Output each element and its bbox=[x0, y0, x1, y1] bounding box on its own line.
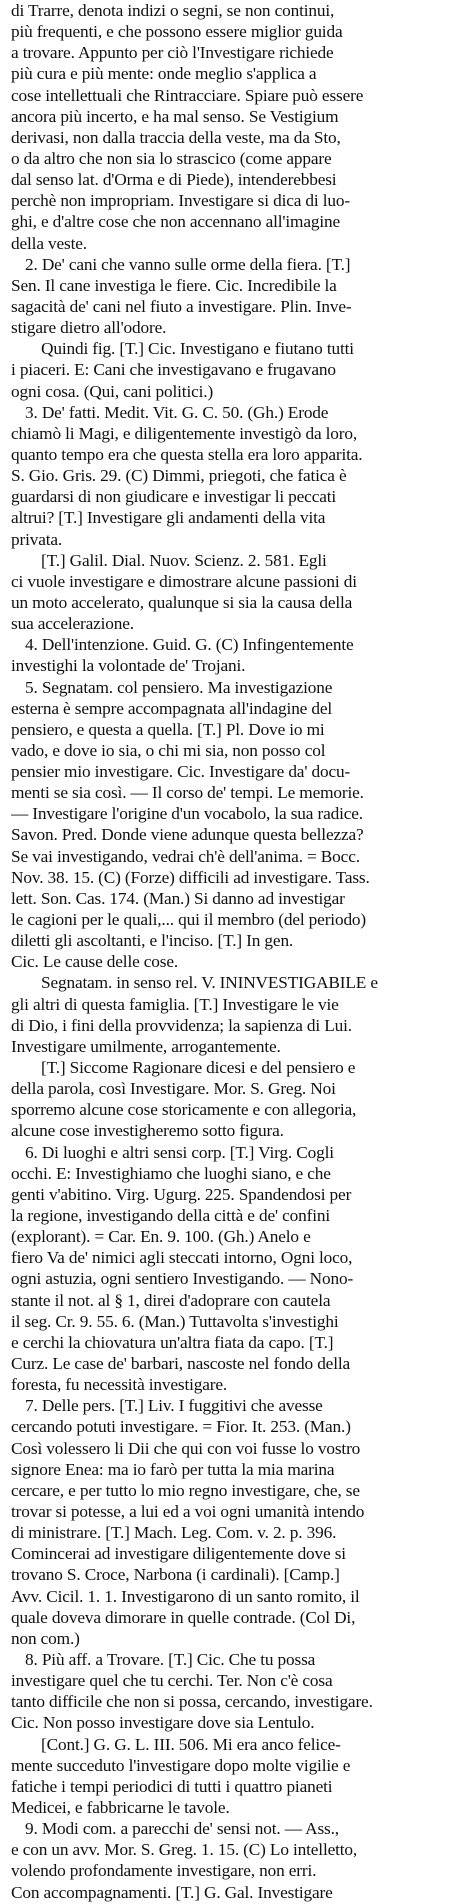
text-line: ci vuole investigare e dimostrare alcune passioni di bbox=[11, 571, 357, 591]
text-line: Cic. Le cause delle cose. bbox=[11, 952, 179, 972]
text-line: tanto difficile che non si possa, cercando, investigare. bbox=[11, 1692, 373, 1712]
text-line: 7. Delle pers. [T.] Liv. I fuggitivi che avesse bbox=[25, 1396, 323, 1416]
text-line: ogni astuzia, ogni sentiero Investigando. — Nono- bbox=[11, 1269, 354, 1289]
text-line: Segnatam. in senso rel. V. ININVESTIGABILE e bbox=[41, 973, 378, 993]
text-line: Comincerai ad investigare diligentemente dove si bbox=[11, 1544, 346, 1564]
text-line: cose intellettuali che Rintracciare. Spiare può essere bbox=[11, 85, 364, 105]
text-line: più frequenti, e che possono essere miglior guida bbox=[11, 22, 343, 42]
text-line: sagacità de' cani nel fiuto a investigare. Plin. Inve- bbox=[11, 296, 352, 316]
text-line: esterna è sempre accompagnata all'indagine del bbox=[11, 698, 333, 718]
text-line: fatiche i tempi periodici di tutti i quattro pianeti bbox=[11, 1776, 333, 1796]
text-line: trovano S. Croce, Narbona (i cardinali). [Camp.] bbox=[11, 1565, 340, 1585]
text-line: genti v'abitino. Virg. Ugurg. 225. Spandendosi per bbox=[11, 1184, 352, 1204]
text-line: più cura e più mente: onde meglio s'applica a bbox=[11, 64, 317, 84]
text-line: Cic. Non posso investigare dove sia Lentulo. bbox=[11, 1713, 315, 1733]
text-line: della parola, così Investigare. Mor. S. Greg. Noi bbox=[11, 1079, 336, 1099]
text-line: guardarsi di non giudicare e investigar li peccati bbox=[11, 487, 337, 507]
text-line: e cerchi la chiovatura un'altra fiata da capo. [T.] bbox=[11, 1332, 334, 1352]
text-line: di ministrare. [T.] Mach. Leg. Com. v. 2. p. 396. bbox=[11, 1523, 337, 1543]
text-line: o da altro che non sia lo strascico (come appare bbox=[11, 148, 332, 168]
text-line: 9. Modi com. a parecchi de' sensi not. — Ass., bbox=[25, 1819, 339, 1839]
text-line: — Investigare l'origine d'un vocabolo, la sua radice. bbox=[11, 804, 363, 824]
text-line: di Dio, i fini della provvidenza; la sapienza di Lui. bbox=[11, 1015, 352, 1035]
text-line: alcune cose investigheremo sotto figura. bbox=[11, 1121, 284, 1141]
text-line: 5. Segnatam. col pensiero. Ma investigazione bbox=[25, 677, 333, 697]
text-line: diletti gli ascoltanti, e l'inciso. [T.] In gen. bbox=[11, 931, 294, 951]
text-line: [T.] Galil. Dial. Nuov. Scienz. 2. 581. Egli bbox=[41, 550, 327, 570]
text-line: ghi, e d'altre cose che non accennano all'imagine bbox=[11, 212, 340, 232]
text-line: non com.) bbox=[11, 1628, 80, 1648]
text-line: ogni cosa. (Qui, cani politici.) bbox=[11, 381, 214, 401]
text-line: dal senso lat. d'Orma e di Piede), intenderebbesi bbox=[11, 170, 337, 190]
text-line: quale doveva dimorare in quelle contrade. (Col Di, bbox=[11, 1607, 356, 1627]
text-line: investighi la volontade de' Trojani. bbox=[11, 656, 246, 676]
text-line: Sen. Il cane investiga le fiere. Cic. Incredibile la bbox=[11, 275, 337, 295]
text-line: occhi. E: Investighiamo che luoghi siano, e che bbox=[11, 1163, 331, 1183]
text-line: altrui? [T.] Investigare gli andamenti della vita bbox=[11, 508, 326, 528]
text-line: (explorant). = Car. En. 9. 100. (Gh.) Anelo e bbox=[11, 1227, 311, 1247]
dictionary-column bbox=[11, 0, 461, 1903]
text-line: 3. De' fatti. Medit. Vit. G. C. 50. (Gh.) Erode bbox=[25, 402, 329, 422]
text-line: Curz. Le case de' barbari, nascoste nel fondo della bbox=[11, 1354, 351, 1373]
text-line: Savon. Pred. Donde viene adunque questa bellezza? bbox=[11, 825, 364, 845]
text-line: stante il not. al § 1, direi d'adoprare con cautela bbox=[11, 1290, 331, 1310]
text-line: 8. Più aff. a Trovare. [T.] Cic. Che tu possa bbox=[25, 1649, 316, 1669]
text-line: le cagioni per le quali,... qui il membro (del periodo) bbox=[11, 910, 367, 930]
text-line: Investigare umilmente, arrogantemente. bbox=[11, 1036, 281, 1056]
text-line: perchè non impropriam. Investigare si dica di luo- bbox=[11, 191, 350, 211]
text-line: della veste. bbox=[11, 233, 87, 253]
text-line: lett. Son. Cas. 174. (Man.) Si danno ad investigar bbox=[11, 888, 345, 908]
text-line: a trovare. Appunto per ciò l'Investigare richiede bbox=[11, 43, 334, 63]
text-line: e con un avv. Mor. S. Greg. 1. 15. (C) Lo intelletto, bbox=[11, 1840, 358, 1860]
text-line: vado, e dove io sia, o chi mi sia, non posso col bbox=[11, 740, 326, 760]
text-line: sua accelerazione. bbox=[11, 614, 134, 634]
text-line: S. Gio. Gris. 29. (C) Dimmi, priegoti, che fatica è bbox=[11, 466, 347, 486]
text-line: Quindi fig. [T.] Cic. Investigano e fiutano tutti bbox=[41, 339, 354, 359]
text-line: la regione, investigando della città e de' confini bbox=[11, 1206, 331, 1226]
text-line: Con accompagnamenti. [T.] G. Gal. Investigare bbox=[11, 1882, 333, 1902]
text-line: quanto tempo era che questa stella era loro apparita. bbox=[11, 444, 363, 464]
text-line: Medicei, e fabbricarne le tavole. bbox=[11, 1797, 230, 1817]
text-line: 4. Dell'intenzione. Guid. G. (C) Infingentemente bbox=[25, 635, 354, 655]
text-line: sporremo alcune cose storicamente e con allegoria, bbox=[11, 1100, 357, 1120]
text-line: privata. bbox=[11, 529, 63, 549]
text-line: 2. De' cani che vanno sulle orme della fiera. [T.] bbox=[25, 254, 351, 274]
text-line: menti se sia così. — Il corso de' tempi. Le memorie. bbox=[11, 783, 364, 803]
text-line: fiero Va de' nimici agli steccati intorno, Ogni loco, bbox=[11, 1248, 353, 1268]
text-line: i piaceri. E: Cani che investigavano e frugavano bbox=[11, 360, 336, 380]
text-line: mente succeduto l'investigare dopo molte vigilie e bbox=[11, 1755, 351, 1775]
text-line: cercare, e per tutto lo mio regno investigare, che, se bbox=[11, 1480, 360, 1500]
text-line: di Trarre, denota indizi o segni, se non continui, bbox=[11, 1, 335, 20]
text-line: trovar si potesse, a lui ed a voi ogni umanità intendo bbox=[11, 1501, 365, 1521]
text-line: un moto accelerato, qualunque si sia la causa della bbox=[11, 592, 353, 612]
text-line: gli altri di questa famiglia. [T.] Investigare le vie bbox=[11, 994, 339, 1014]
text-line: Avv. Cicil. 1. 1. Investigarono di un santo romito, il bbox=[11, 1586, 360, 1606]
text-line: volendo profondamente investigare, non erri. bbox=[11, 1861, 317, 1881]
text-line: [T.] Siccome Ragionare dicesi e del pensiero e bbox=[41, 1058, 356, 1078]
text-line: derivasi, non dalla traccia della veste, ma da Sto, bbox=[11, 127, 341, 147]
text-line: Così volessero li Dii che qui con voi fusse lo vostro bbox=[11, 1438, 361, 1458]
text-line: 6. Di luoghi e altri sensi corp. [T.] Virg. Cogli bbox=[25, 1142, 334, 1162]
text-line: foresta, fu necessità investigare. bbox=[11, 1375, 228, 1395]
text-line: stigare dietro all'odore. bbox=[11, 318, 167, 338]
text-line: Nov. 38. 15. (C) (Forze) difficili ad investigare. Tass. bbox=[11, 867, 370, 887]
text-line: cercando potuti investigare. = Fior. It. 253. (Man.) bbox=[11, 1417, 351, 1437]
text-line: ancora più incerto, e ha mal senso. Se Vestigium bbox=[11, 106, 339, 126]
text-line: pensiero, e questa a quella. [T.] Pl. Dove io mi bbox=[11, 719, 325, 739]
text-line: pensier mio investigare. Cic. Investigare da' docu- bbox=[11, 762, 351, 782]
text-line: Se vai investigando, vedrai ch'è dell'anima. = Bocc. bbox=[11, 846, 360, 866]
text-line: signore Enea: ma io farò per tutta la mia marina bbox=[11, 1459, 335, 1479]
text-line: investigare quel che tu cerchi. Ter. Non c'è cosa bbox=[11, 1671, 333, 1691]
text-line: il seg. Cr. 9. 55. 6. (Man.) Tuttavolta s'investighi bbox=[11, 1311, 339, 1331]
text-line: [Cont.] G. G. L. III. 506. Mi era anco felice- bbox=[41, 1734, 341, 1754]
text-line: chiamò li Magi, e diligentemente investigò da loro, bbox=[11, 423, 358, 443]
